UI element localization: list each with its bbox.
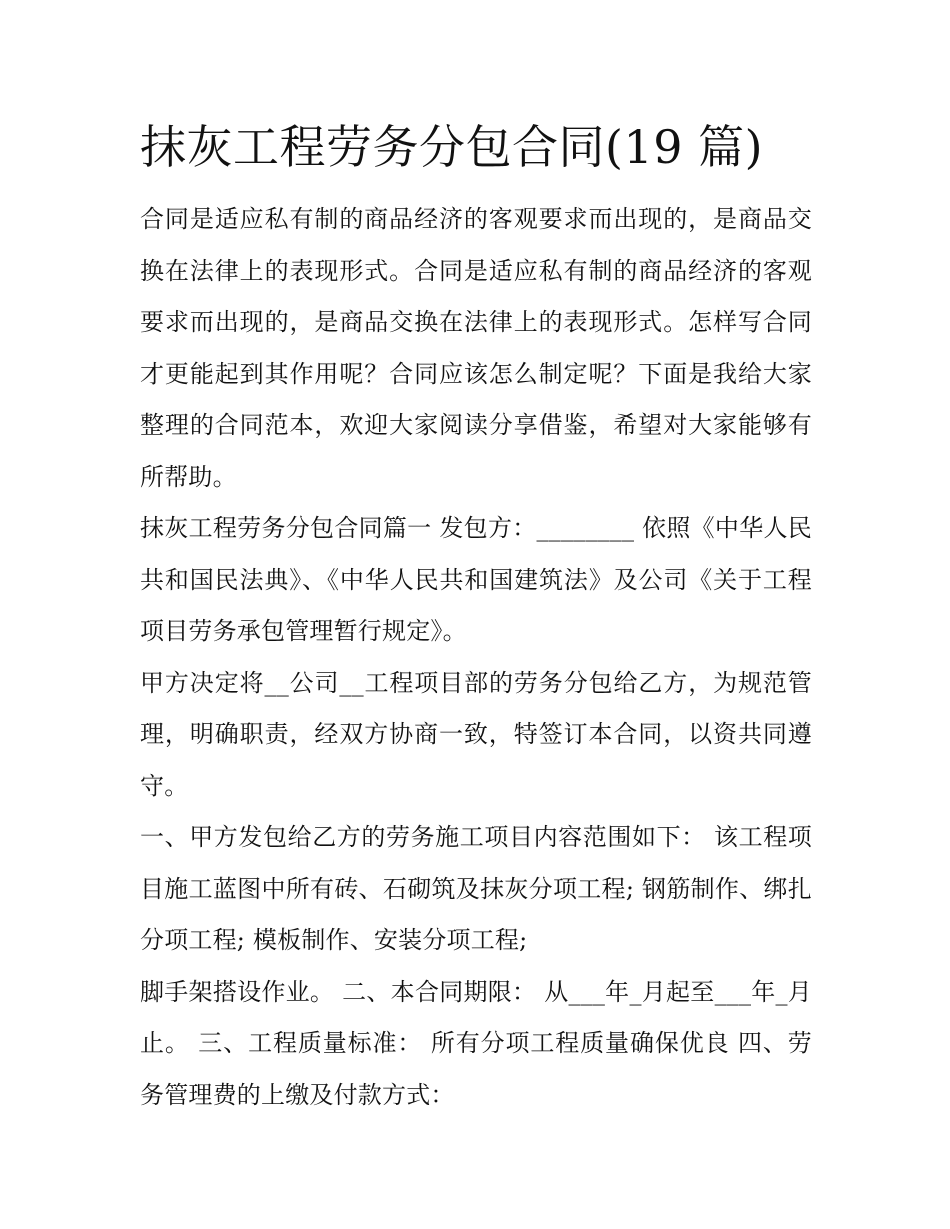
paragraph-contract-header: 抹灰工程劳务分包合同篇一 发包方：________ 依照《中华人民共和国民法典》、《中华人民共和国建筑法》及公司《关于工程项目劳务承包管理暂行规定》。 <box>140 514 812 645</box>
document-title: 抹灰工程劳务分包合同(19 篇) <box>140 120 764 174</box>
paragraph-purpose: 甲方决定将__公司__工程项目部的劳务分包给乙方，为规范管理，明确职责，经双方协商一致，特签订本合同，以资共同遵守。 <box>140 668 812 800</box>
paragraph-intro: 合同是适应私有制的商品经济的客观要求而出现的，是商品交换在法律上的表现形式。合同是适应私有制的商品经济的客观要求而出现的，是商品交换在法律上的表现形式。怎样写合同才更能起到其作用呢？合同应该怎么制定呢？下面是我给大家整理的合同范本，欢迎大家阅读分享借鉴，希望对大家能够有所帮助。 <box>140 205 812 491</box>
document-page <box>140 112 812 1121</box>
paragraph-terms: 脚手架搭设作业。 二、本合同期限： 从___年_月起至___年_月止。 三、工程质量标准： 所有分项工程质量确保优良 四、劳务管理费的上缴及付款方式： <box>140 977 812 1109</box>
paragraph-scope: 一、甲方发包给乙方的劳务施工项目内容范围如下： 该工程项目施工蓝图中所有砖、石砌筑及抹灰分项工程; 钢筋制作、绑扎分项工程; 模板制作、安装分项工程; <box>140 823 812 954</box>
